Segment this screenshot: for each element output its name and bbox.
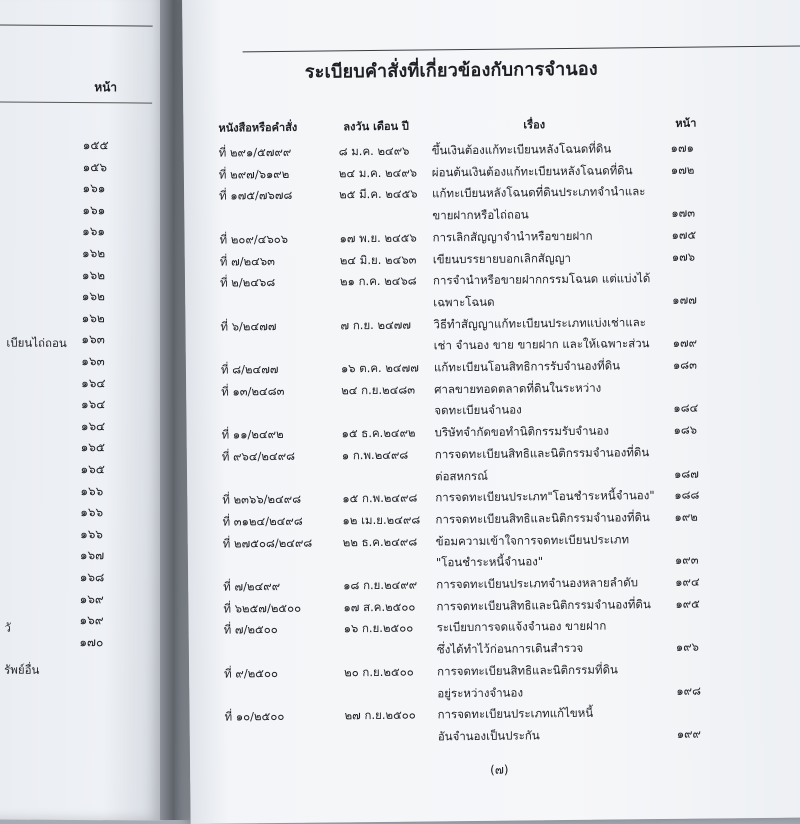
row-page: ๑๘๗ [673, 466, 699, 481]
row-date: ๒๐ ก.ย.๒๕๐๐ [344, 664, 414, 680]
row-subject: ผ่อนต้นเงินต้องแก้ทะเบียนหลังโฉนดที่ดิน [431, 162, 633, 180]
row-page: ๑๗๑ [670, 140, 694, 155]
row-page: ๑๗๕ [671, 227, 697, 242]
left-page-fragment: เบียนไถ่ถอน [6, 335, 67, 350]
page-title: ระเบียบคำสั่งที่เกี่ยวข้องกับการจำนอง [304, 58, 598, 83]
left-page-number: ๑๖๖ [80, 483, 104, 498]
row-date: ๑๕ ธ.ค.๒๔๙๒ [341, 425, 416, 441]
row-subject: การจดทะเบียนสิทธิและนิติกรรมที่ดิน [437, 662, 618, 679]
column-header-ref: หนังสือหรือคำสั่ง [218, 120, 298, 135]
row-date: ๒๗ ก.ย.๒๕๐๐ [344, 707, 416, 723]
left-page-number: ๑๖๓ [81, 332, 105, 347]
row-page: ๑๘๓ [672, 357, 698, 372]
row-date: ๒๔ ม.ค. ๒๔๙๖ [338, 165, 418, 181]
row-date: ๑๕ ก.พ.๒๔๙๘ [342, 490, 418, 506]
row-page: ๑๗๖ [671, 249, 696, 264]
row-subject: แก้ทะเบียนหลังโฉนดที่ดินประเภทจำนำและ [432, 184, 646, 201]
row-page: ๑๗๓ [671, 205, 696, 220]
row-ref: ที่ ๑๗๕/๗๖๗๘ [219, 188, 293, 204]
row-subject: เขียนบรรยายบอกเลิกสัญญา [432, 250, 572, 266]
row-date: ๒๕ มี.ค. ๒๔๕๖ [339, 186, 418, 202]
row-ref: ที่ ๓๑๒๔/๒๔๙๘ [222, 513, 303, 529]
row-page: ๑๘๘ [674, 487, 700, 503]
row-ref: ที่ ๗/๒๔๙๙ [223, 579, 281, 594]
row-subject: แก้ทะเบียนโอนสิทธิการรับจำนองที่ดิน [433, 358, 621, 375]
row-date: ๑๖ ต.ค. ๒๔๗๗ [340, 360, 419, 376]
left-page-number: ๑๖๔ [81, 375, 106, 390]
left-page-fragment: รัพย์อื่น [4, 662, 40, 677]
row-page: ๑๙๔ [675, 574, 700, 589]
left-page-number: ๑๖๔ [80, 397, 106, 412]
row-page: ๑๙๘ [676, 683, 702, 698]
row-subject: ขึ้นเงินต้องแก้ทะเบียนหลังโฉนดที่ดิน [431, 141, 612, 158]
row-ref: ที่ ๑๓/๒๔๘๓ [221, 383, 285, 399]
row-ref: ที่ ๗/๒๕๐๐ [223, 622, 278, 637]
row-subject: เฉพาะโฉนด [433, 294, 495, 310]
row-subject: จดทะเบียนจำนอง [434, 402, 522, 418]
left-page-number: ๑๖๕ [80, 440, 106, 455]
row-subject: การจดทะเบียนสิทธิและนิติกรรมจำนองที่ดิน [436, 596, 651, 614]
row-date: ๑๒ เม.ย.๒๔๙๘ [342, 512, 421, 528]
row-page: ๑๙๕ [675, 596, 700, 611]
row-subject: ต่อสหกรณ์ [434, 468, 488, 483]
row-page: ๑๘๖ [673, 422, 698, 437]
row-date: ๒๑ ก.ค. ๒๔๖๘ [339, 273, 417, 289]
row-date: ๘ ม.ค. ๒๔๙๖ [338, 143, 410, 159]
row-subject: ข้อมความเข้าใจการจดทะเบียนประเภท [435, 531, 630, 548]
row-subject: การจดทะเบียนประเภทแก้ไขหนี้ [437, 705, 594, 722]
row-subject: ขายฝากหรือไถ่ถอน [432, 207, 529, 223]
row-date: ๑๘ ก.ย.๒๔๙๙ [343, 577, 418, 593]
left-page-number: ๑๖๒ [82, 246, 106, 261]
left-page-number: ๑๖๔ [80, 418, 106, 434]
left-page-number: ๑๖๑ [82, 181, 106, 196]
row-ref: ที่ ๒๓๖๖/๒๔๙๘ [222, 491, 302, 507]
row-date: ๒๔ ก.ย.๒๔๘๓ [341, 382, 416, 398]
row-ref: ที่ ๙/๒๕๐๐ [224, 665, 279, 681]
row-page: ๑๙๒ [674, 509, 698, 524]
left-page-number: ๑๖๙ [79, 613, 104, 628]
left-page-fragment: วั [4, 620, 11, 635]
row-subject: อันจำนองเป็นประกัน [437, 728, 540, 744]
row-page: ๑๘๔ [673, 401, 699, 416]
column-header-date: ลงวัน เดือน ปี [343, 119, 409, 134]
row-ref: ที่ ๖๒๕๗/๒๕๐๐ [223, 600, 302, 616]
row-date: ๑๖ ก.ย.๒๕๐๐ [343, 621, 414, 636]
row-subject: "โอนชำระหนี้จำนอง" [435, 554, 544, 570]
left-page-number: ๑๕๖ [82, 159, 108, 174]
left-page-number: ๑๖๑ [82, 224, 106, 239]
row-ref: ที่ ๒๙๑/๕๗๙๙ [218, 144, 292, 160]
row-subject: ศาลขายทอดตลาดที่ดินในระหว่าง [434, 380, 602, 397]
left-page-header: หน้า [94, 80, 118, 95]
divider [0, 24, 153, 26]
row-date: ๑๗ ส.ค.๒๕๐๐ [343, 599, 416, 615]
right-page [182, 0, 800, 824]
row-ref: ที่ ๒๗๕๐๘/๒๔๙๘ [222, 535, 313, 551]
row-date: ๒๔ มิ.ย. ๒๔๖๓ [339, 252, 417, 267]
row-subject: การจดทะเบียนประเภท"โอนชำระหนี้จำนอง" [435, 488, 655, 505]
row-date: ๗ ก.ย. ๒๔๗๗ [340, 317, 412, 332]
row-date: ๒๒ ธ.ค.๒๔๙๘ [342, 534, 418, 549]
page-number: (๗) [490, 762, 509, 777]
row-ref: ที่ ๒/๒๔๖๘ [219, 275, 276, 290]
left-page-number: ๑๖๖ [80, 526, 104, 542]
row-subject: ซึ่งได้ทำไว้ก่อนการเดินสำรวจ [436, 640, 584, 657]
left-page-number: ๑๖๒ [81, 310, 105, 326]
row-ref: ที่ ๒๐๙/๔๖๐๖ [219, 231, 289, 247]
left-page [0, 0, 168, 821]
left-page-number: ๑๖๑ [82, 202, 106, 218]
row-ref: ที่ ๗/๒๔๖๓ [219, 253, 276, 269]
row-subject: การเลิกสัญญาจำนำหรือขายฝาก [432, 228, 593, 245]
row-page: ๑๗๙ [672, 335, 698, 351]
row-subject: การจำนำหรือขายฝากกรรมโฉนด แต่แบ่งได้ [432, 271, 651, 288]
column-header-page: หน้า [675, 116, 697, 130]
row-ref: ที่ ๘/๒๔๗๗ [220, 362, 279, 377]
row-page: ๑๙๓ [674, 552, 699, 568]
row-page: ๑๙๙ [676, 726, 702, 741]
row-ref: ที่ ๙๖๔/๒๔๙๘ [221, 448, 296, 464]
left-page-number: ๑๕๕ [82, 138, 109, 153]
left-page-number: ๑๖๒ [81, 289, 105, 304]
left-page-number: ๑๖๒ [81, 267, 106, 282]
row-subject: อยู่ระหว่างจำนอง [437, 684, 524, 700]
row-ref: ที่ ๒๙๗/๖๑๙๒ [218, 166, 290, 182]
left-page-number: ๑๖๖ [80, 505, 104, 520]
row-ref: ที่ ๖/๒๔๗๗ [220, 318, 277, 334]
divider [0, 101, 152, 103]
row-subject: การจดทะเบียนสิทธิและนิติกรรมจำนองที่ดิน [435, 510, 650, 527]
row-subject: การจดทะเบียนประเภทจำนองหลายลำดับ [436, 575, 639, 592]
left-page-number: ๑๖๘ [79, 570, 105, 585]
row-date: ๑ ก.พ.๒๔๙๘ [341, 447, 409, 463]
row-ref: ที่ ๑๐/๒๕๐๐ [224, 709, 285, 724]
row-subject: เช่า จำนอง ขาย ขายฝาก และให้เฉพาะส่วน [433, 336, 650, 353]
row-page: ๑๙๖ [675, 639, 699, 654]
left-page-number: ๑๖๙ [79, 591, 104, 606]
left-page-number: ๑๖๓ [81, 354, 105, 369]
row-subject: การจดทะเบียนสิทธิและนิติกรรมจำนองที่ดิน [434, 444, 650, 462]
left-page-number: ๑๖๕ [80, 462, 105, 477]
row-subject: บริษัทจำกัดขอทำนิติกรรมรับจำนอง [434, 423, 610, 440]
row-subject: ระเบียบการจดแจ้งจำนอง ขายฝาก [436, 618, 607, 635]
row-page: ๑๗๗ [672, 292, 697, 307]
row-subject: วิธีทำสัญญาแก้ทะเบียนประเภทแบ่งเช่าและ [433, 314, 646, 331]
row-ref: ที่ ๑๑/๒๔๙๒ [221, 427, 284, 442]
left-page-number: ๑๗๐ [79, 634, 104, 650]
row-date: ๑๗ พ.ย. ๒๔๕๖ [339, 230, 417, 246]
left-page-number: ๑๖๗ [79, 548, 105, 563]
column-header-subject: เรื่อง [523, 118, 546, 132]
divider [243, 46, 800, 53]
row-page: ๑๗๒ [670, 162, 695, 177]
